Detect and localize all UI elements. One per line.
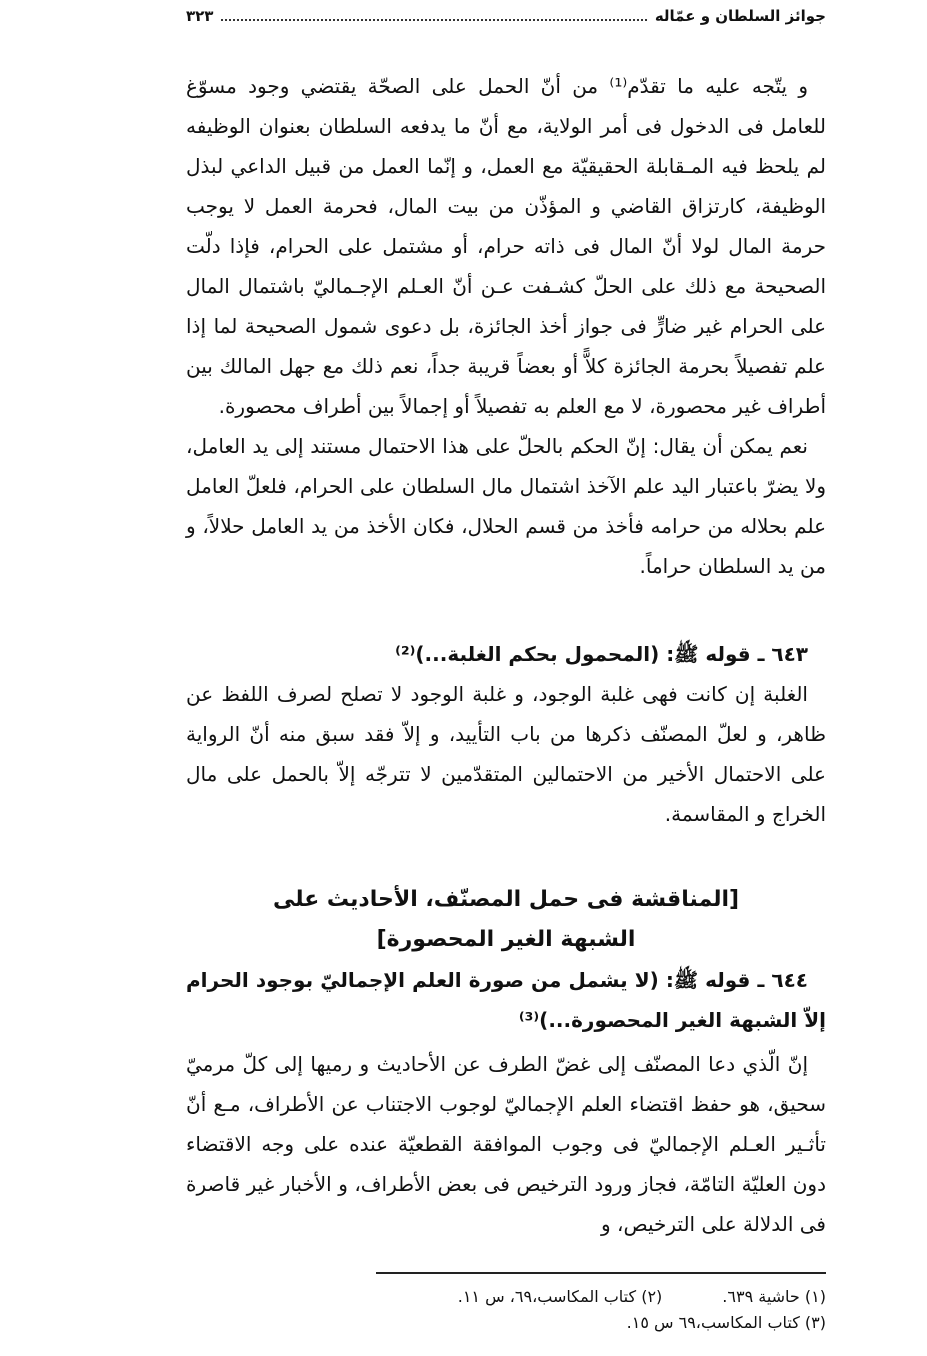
text-line: باشتمال المال على الحرام غير ضارٍّ فى جواز أخذ الجائزة، بل دعوى شمول الصحيحة bbox=[186, 274, 827, 338]
text-line: لعلّ المصنّف ذكرها من باب التأييد، و إلاّ فقد سبق منه أنّ الرواية على الاحتمال الأخير bbox=[186, 722, 826, 786]
text-line: الدخول فى أمر الولاية، مع أنّ ما يدفعه السلطان بعنوان الوظيفه لم يلحظ فيه المـقابلة bbox=[186, 114, 826, 178]
section-title-line: الشبهة الغير المحصورة] bbox=[376, 927, 636, 952]
text-line: الإجماليّ فى وجوب الموافقة القطعيّة عنده على وجه الاقتضاء دون العليّة التامّة، فجاز bbox=[186, 1132, 826, 1196]
running-title: جوائز السلطان و عمّاله bbox=[654, 7, 826, 25]
item-643-heading: ٦٤٣ ـ قوله ﷺ: (المحمول بحكم الغلبة...)⁽²⁾ bbox=[395, 642, 808, 666]
page-number: ٣٢٣ bbox=[186, 7, 214, 25]
footnote-3: (٣) كتاب المكاسب،٦٩ س ١٥. bbox=[626, 1313, 826, 1332]
paragraph-2 bbox=[186, 426, 826, 586]
leader-dots bbox=[221, 11, 646, 21]
footnotes bbox=[186, 1284, 826, 1310]
item-644-body bbox=[186, 1044, 826, 1244]
paragraph-1 bbox=[186, 66, 826, 426]
running-header bbox=[186, 4, 826, 28]
item-644-heading bbox=[186, 960, 826, 1040]
item-heading-line: المحصورة...)⁽³⁾ bbox=[518, 1008, 669, 1032]
text-line: أطراف غير محصورة، لا مع العلم به تفصيلاً أو إجمالاً بين أطراف محصورة. bbox=[218, 394, 826, 418]
page bbox=[186, 0, 826, 1336]
footnote-2: (٢) كتاب المكاسب،٦٩، س ١١. bbox=[457, 1287, 663, 1306]
text-line: هو حفظ اقتضاء العلم الإجماليّ لوجوب الاجتناب عن الأطراف، مـع أنّ تأثـير العـلم bbox=[186, 1092, 826, 1156]
text-line: إنّ الّذي دعا المصنّف إلى غضّ الطرف عن الأحاديث و رميها إلى كلّ مرميّ سحيق، bbox=[186, 1052, 827, 1116]
section-title-line: [المناقشة فى حمل المصنّف، الأحاديث على bbox=[272, 887, 740, 912]
item-heading-line: ٦٤٤ ـ قوله ﷺ: (لا يشمل من صورة العلم الإجماليّ بوجود الحرام إلاّ الشبهة الغير bbox=[186, 968, 826, 1032]
item-643-body bbox=[186, 674, 826, 834]
text-line: من الاحتمالين المتقدّمين لا تترجّه إلاّ بالحمل على مال الخراج و المقاسمة. bbox=[186, 762, 826, 826]
text-line: من بيت المال، فحرمة العمل لا يوجب حرمة المال لولا أنّ المال فى ذاته حرام، أو مشتمل bbox=[186, 194, 827, 258]
section-title bbox=[186, 880, 826, 960]
text-line: و يتّجه عليه ما تقدّم⁽¹⁾ من أنّ الحمل على الصحّة يقتضي وجود مسوّغ للعامل فى bbox=[186, 74, 826, 138]
text-line: لما إذا علم تفصيلاً بحرمة الجائزة كلاًّ أو بعضاً قريبة جداً، نعم ذلك مع جهل المالك بين bbox=[186, 314, 826, 378]
text-line: على الحرام، فإذا دلّت الصحيحة مع ذلك على الحلّ كشـفت عـن أنّ العـلم الإجـماليّ bbox=[186, 234, 827, 298]
text-line: الحقيقيّة مع العمل، و إنّما العمل من قبيل الداعي لبذل الوظيفة، كارتزاق القاضي و المؤذّن bbox=[186, 154, 827, 218]
footnote-1: (١) حاشية ٦٣٩. bbox=[722, 1287, 826, 1306]
text-line: ورود الترخيص فى بعض الأطراف، و الأخبار غير قاصرة فى الدلالة على الترخيص، و bbox=[186, 1172, 826, 1236]
footnotes-row-2 bbox=[186, 1310, 826, 1336]
text-line: حرامه فأخذ من قسم الحلال، فكان الأخذ من يد العامل حلالاً، و من يد السلطان حراماً. bbox=[186, 514, 826, 578]
text-line: نعم يمكن أن يقال: إنّ الحكم بالحلّ على هذا الاحتمال مستند إلى يد العامل، ولا يضرّ bbox=[186, 434, 827, 498]
text-line: الغلبة إن كانت فهى غلبة الوجود، و غلبة الوجود لا تصلح لصرف اللفظ عن ظاهر، و bbox=[186, 682, 826, 746]
text-line: باعتبار اليد علم الآخذ اشتمال مال السلطان على الحرام، فلعلّ العامل علم بحلاله من bbox=[186, 474, 827, 538]
